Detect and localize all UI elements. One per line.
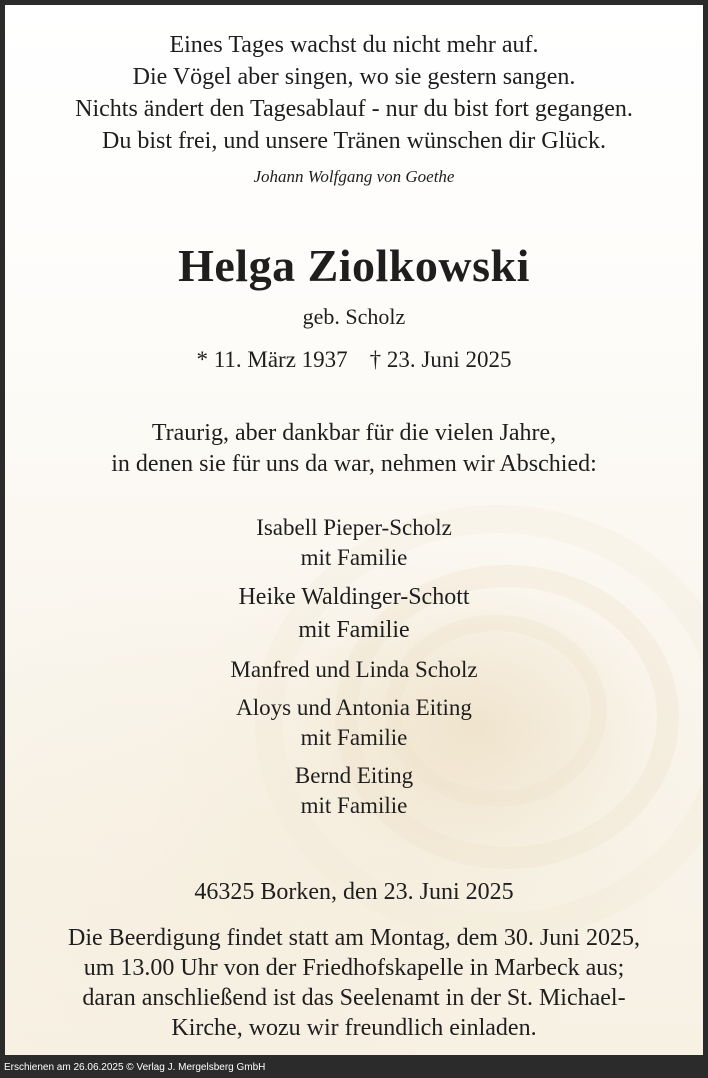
life-dates [5, 344, 703, 376]
mourner-name: Bernd Eiting [294, 763, 414, 788]
intro-line: Traurig, aber dankbar für die vielen Jahre, [151, 420, 557, 446]
mourner-name: Heike Waldinger-Schott [238, 584, 470, 610]
funeral-line: um 13.00 Uhr von der Friedhofskapelle in Marbeck aus; [83, 955, 625, 981]
poem-line: Nichts ändert den Tagesablauf - nur du bist fort gegangen. [75, 96, 633, 122]
deceased-name: Helga Ziolkowski [178, 240, 530, 291]
funeral-line: Kirche, wozu wir freundlich einladen. [171, 1015, 537, 1041]
place-and-date: 46325 Borken, den 23. Juni 2025 [194, 879, 514, 905]
obituary-notice [5, 5, 703, 1055]
poem-author: Johann Wolfgang von Goethe [253, 167, 455, 186]
funeral-details [5, 923, 703, 1043]
funeral-line: Die Beerdigung findet statt am Montag, dem 30. Juni 2025, [68, 925, 640, 951]
mourner-family: mit Familie [300, 725, 408, 750]
mourner-name: Aloys und Antonia Eiting [236, 695, 472, 720]
publication-footer: Erschienen am 26.06.2025 © Verlag J. Mergelsberg GmbH [4, 1062, 266, 1073]
mourner-name: Manfred und Linda Scholz [230, 657, 478, 682]
mourner-family: mit Familie [298, 617, 410, 643]
birth-date: * 11. März 1937 [196, 347, 348, 372]
mourner-entry [5, 655, 703, 685]
mourner-entry [5, 513, 703, 573]
mourner-name: Isabell Pieper-Scholz [256, 515, 452, 540]
maiden-name: geb. Scholz [302, 304, 406, 329]
mourner-entry [5, 761, 703, 821]
mourner-entry [5, 581, 703, 647]
mourner-family: mit Familie [300, 793, 408, 818]
poem-line: Die Vögel aber singen, wo sie gestern sangen. [132, 64, 576, 90]
poem [5, 29, 703, 157]
death-date: † 23. Juni 2025 [369, 347, 512, 372]
poem-line: Du bist frei, und unsere Tränen wünschen dir Glück. [102, 128, 606, 154]
mourner-family: mit Familie [300, 545, 408, 570]
farewell-intro [5, 418, 703, 480]
mourner-entry [5, 693, 703, 753]
mourners-list [5, 513, 703, 829]
funeral-line: daran anschließend ist das Seelenamt in der St. Michael- [82, 985, 626, 1011]
poem-line: Eines Tages wachst du nicht mehr auf. [169, 32, 539, 58]
intro-line: in denen sie für uns da war, nehmen wir Abschied: [111, 451, 597, 477]
